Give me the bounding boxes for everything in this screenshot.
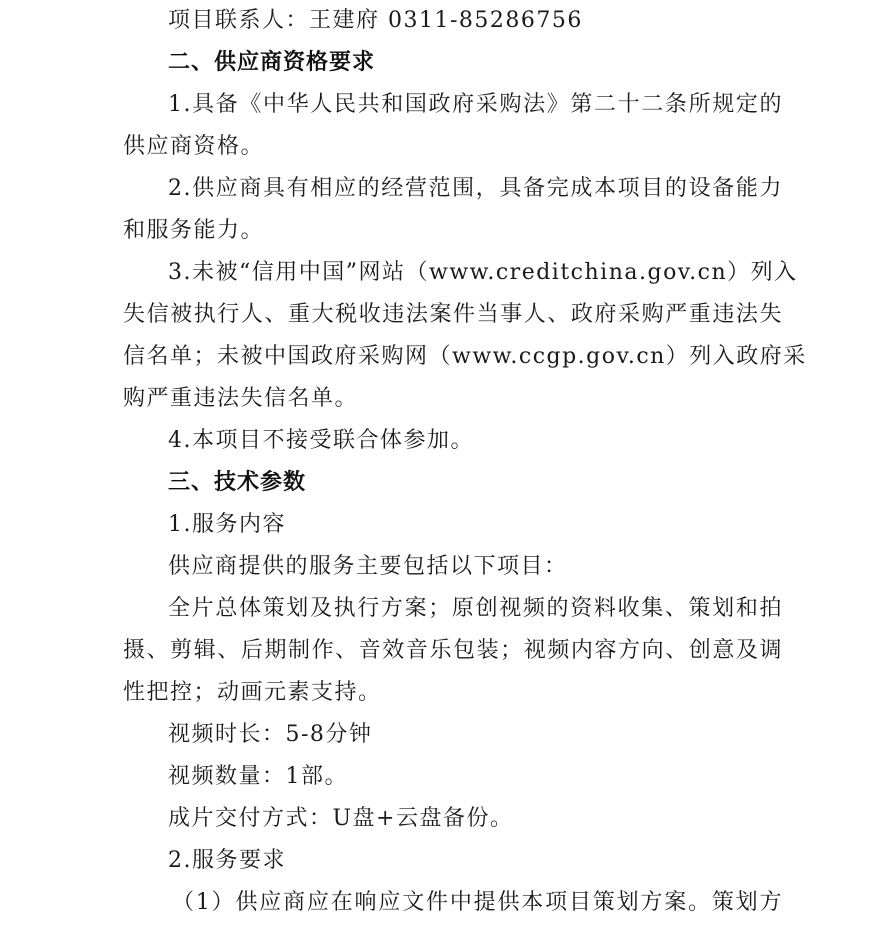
qualification-item-2-line-2: 和服务能力。 <box>123 218 265 243</box>
service-content-paragraph-line-2: 摄、剪辑、后期制作、音效音乐包装；视频内容方向、创意及调 <box>123 638 783 663</box>
qualification-item-3-line-4: 购严重违法失信名单。 <box>123 386 359 411</box>
qualification-item-3-line-2: 失信被执行人、重大税收违法案件当事人、政府采购严重违法失 <box>123 302 783 327</box>
project-contact-line: 项目联系人：王建府 0311-85286756 <box>168 8 583 33</box>
service-content-intro: 供应商提供的服务主要包括以下项目： <box>168 554 568 579</box>
subsection-service-requirements: 2.服务要求 <box>168 848 286 873</box>
section-heading-technical-parameters: 三、技术参数 <box>168 470 307 495</box>
video-duration: 视频时长：5-8分钟 <box>168 722 373 747</box>
service-content-paragraph-line-1: 全片总体策划及执行方案；原创视频的资料收集、策划和拍 <box>168 596 783 621</box>
service-content-paragraph-line-3: 性把控；动画元素支持。 <box>123 680 382 705</box>
qualification-item-4: 4.本项目不接受联合体参加。 <box>168 428 474 453</box>
delivery-method: 成片交付方式：U盘+云盘备份。 <box>168 806 514 831</box>
qualification-item-3-line-3: 信名单；未被中国政府采购网（www.ccgp.gov.cn）列入政府采 <box>123 344 807 369</box>
qualification-item-1-line-2: 供应商资格。 <box>123 134 265 159</box>
service-requirement-item-1-line-1: （1）供应商应在响应文件中提供本项目策划方案。策划方 <box>172 890 783 915</box>
qualification-item-3-line-1: 3.未被“信用中国”网站（www.creditchina.gov.cn）列入 <box>168 260 798 285</box>
video-quantity: 视频数量：1部。 <box>168 764 348 789</box>
qualification-item-1-line-1: 1.具备《中华人民共和国政府采购法》第二十二条所规定的 <box>168 92 783 117</box>
qualification-item-2-line-1: 2.供应商具有相应的经营范围，具备完成本项目的设备能力 <box>168 176 783 201</box>
subsection-service-content: 1.服务内容 <box>168 512 286 537</box>
section-heading-supplier-qualifications: 二、供应商资格要求 <box>168 50 376 75</box>
